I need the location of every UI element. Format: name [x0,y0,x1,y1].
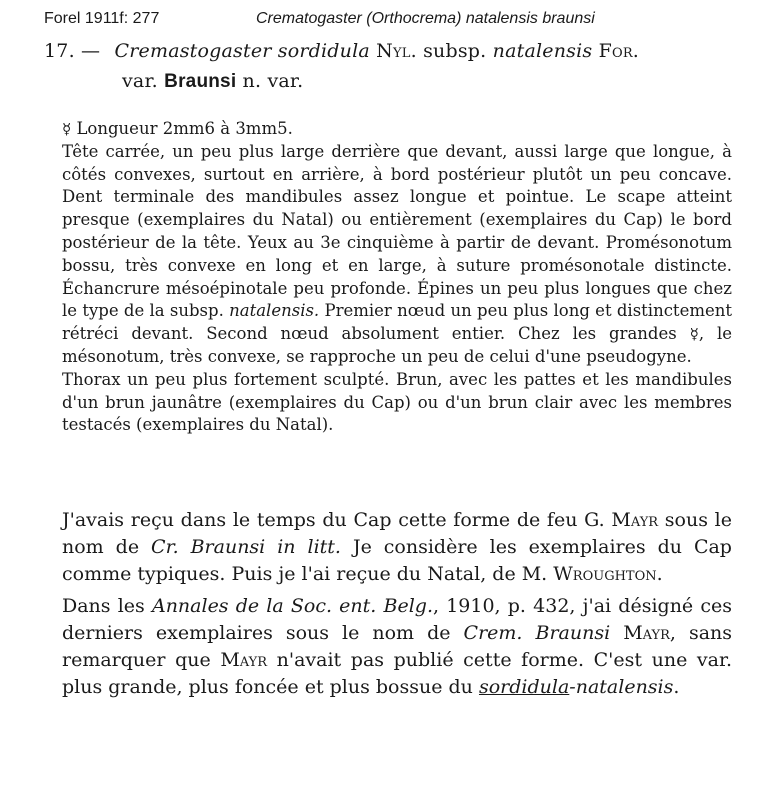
subspecies-author: For. [598,40,640,62]
subspecies-ref: natalensis. [229,301,320,321]
genus-species: Cremastogaster sordidula [114,40,370,62]
collector-name: Wroughton [553,563,657,585]
description [62,118,732,437]
variety-name: Braunsi [164,71,237,92]
subspecies-name: natalensis [492,40,593,62]
discussion-text: n'avait pas publié cette forme. C'est une var. plus grande, plus foncée et plus bossue du [62,649,733,698]
subspecies-ref: -natalensis [569,676,674,698]
new-var-label: n. var. [242,70,304,92]
species-ref: Crem. Braunsi [463,622,611,644]
discussion [62,507,732,701]
description-text-c: , le mésonotum, très convexe, se rapproche un peu de celui d'une pseudogyne. [62,324,732,366]
discussion-text: J'avais reçu dans le temps du Cap cette forme de feu G. [62,509,605,531]
journal-title: Annales de la Soc. ent. Belg. [151,595,433,617]
discussion-text: , 1910, p. 432, j'ai désigné ces derniers exemplaires sous le nom de [62,595,732,644]
author-name: Mayr [611,509,659,531]
discussion-paragraph-1 [62,507,732,588]
description-text-a: Tête carrée, un peu plus large derrière que devant, aussi large que longue, à côtés convexes, surtout en arrière, à bord postérieur plutôt un peu concave. Dent terminale des mandibules assez longue et pointue. Le scape atteint presque (exemplaires du Natal) ou entièrement (exemplaires du Cap) le bord postérieur de la tête. Yeux au 3e cinquième à partir de devant. Promésonotum bossu, très convexe en long et en large, à suture promésonotale distincte. Échancrure mésoépinotale peu profonde. Épines un peu plus longues que chez le type de la subsp. [62,141,732,321]
source-citation: Forel 1911f: 277 [44,10,160,27]
var-word: var. [122,70,158,92]
description-text-b: Premier nœud un peu plus long et distinctement rétréci devant. Second nœud absolument entier. Chez les grandes [62,301,733,344]
author-name: Mayr [623,622,670,644]
species-author: Nyl. [376,40,417,62]
discussion-paragraph-2 [62,593,732,701]
species-ref: sordidula [478,676,570,698]
worker-symbol-icon: ☿ [689,325,699,344]
entry-number: 17. — [44,40,101,62]
punctuation: . [656,563,663,585]
discussion-text: Dans les [62,595,145,617]
discussion-text: sous le nom de [62,509,732,558]
manuscript-name: Cr. Braunsi in litt. [151,536,341,558]
discussion-text: , sans remarquer que [62,622,733,671]
taxon-name: Crematogaster (Orthocrema) natalensis braunsi [256,10,595,27]
subsp-word: subsp. [423,40,487,62]
discussion-text: Je considère les exemplaires du Cap comme typiques. Puis je l'ai reçue du Natal, de M. [62,536,732,585]
length-text: Longueur 2mm6 à 3mm5. [76,119,293,138]
species-heading [44,36,744,97]
author-name: Mayr [220,649,268,671]
worker-symbol-icon: ☿ [62,120,72,138]
punctuation: . [673,676,680,698]
description-paragraph-2: Thorax un peu plus fortement sculpté. Brun, avec les pattes et les mandibules d'un brun jaunâtre (exemplaires du Cap) ou d'un brun clair avec les membres testacés (exemplaires du Natal). [62,369,732,435]
description-paragraph-1 [62,141,732,369]
